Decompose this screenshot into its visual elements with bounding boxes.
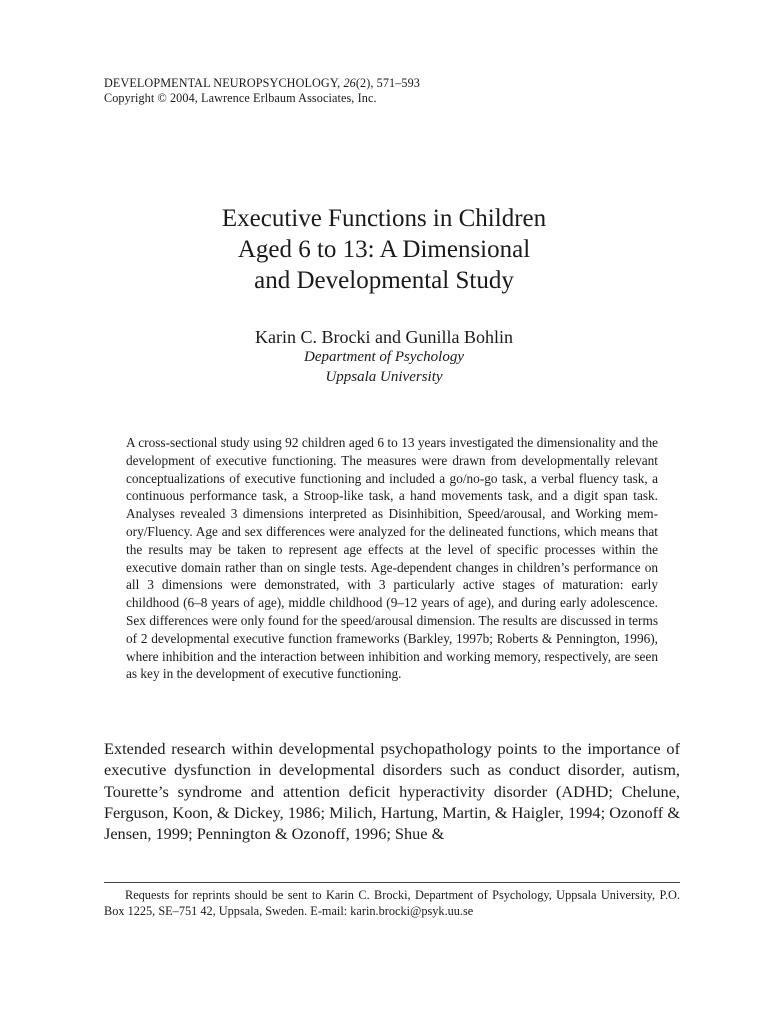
journal-copyright: Copyright © 2004, Lawrence Erlbaum Associates, Inc. [104, 91, 377, 105]
journal-name: DEVELOPMENTAL NEUROPSYCHOLOGY, [104, 76, 341, 90]
affiliation-university: Uppsala University [325, 369, 443, 385]
journal-volume: 26 [343, 76, 356, 90]
body-paragraph: Extended research within developmental psychopathology points to the importance of executive dysfunction in developmental disorders such as conduct disorder, autism, Tourette’s syndrome and attention deficit hyperactivity disorder (ADHD; Chelune, Ferguson, Koon, & Dickey, 1986; Milich, Hartung, Martin, & Haigler, 1994; Ozonoff & Jensen, 1999; Pennington & Ozonoff, 1996; Shue & [104, 739, 680, 844]
journal-header [104, 76, 664, 106]
article-authors: Karin C. Brocki and Gunilla Bohlin [255, 327, 513, 347]
footnote-reprints: Requests for reprints should be sent to Karin C. Brocki, Department of Psychology, Uppsala University, P.O. Box 1225, SE–751 42, Uppsala, Sweden. E-mail: karin.brocki@psyk.uu.se [104, 888, 680, 918]
affiliation-department: Department of Psychology [304, 349, 464, 365]
footnote-divider [104, 882, 680, 883]
journal-citation [104, 76, 664, 91]
article-title [104, 203, 664, 296]
title-line: Aged 6 to 13: A Dimensional [237, 236, 531, 263]
title-line: Executive Functions in Children [221, 205, 547, 232]
journal-issue-pages: (2), 571–593 [355, 76, 421, 90]
author-affiliation [104, 347, 664, 387]
title-line: and Developmental Study [254, 267, 514, 294]
abstract-text: A cross-sectional study using 92 children aged 6 to 13 years investigated the dimensionality and the development of executive functioning. The measures were drawn from developmentally relevant conceptualizations of executive functioning and included a go/no-go task, a verbal fluency task, a continuous performance task, a Stroop-like task, a hand movements task, and a digit span task. Analyses revealed 3 dimensions interpreted as Disinhibition, Speed/arousal, and Working memory/Fluency. Age and sex differences were analyzed for the delineated functions, which means that the results may be taken to represent age effects at the level of specific processes within the executive domain rather than on single tests. Age-dependent changes in children’s performance on all 3 dimensions were demonstrated, with 3 particularly active stages of maturation: early childhood (6–8 years of age), middle childhood (9–12 years of age), and during early adolescence. Sex differences were only found for the speed/arousal dimension. The results are discussed in terms of 2 developmental executive function frameworks (Barkley, 1997b; Roberts & Pennington, 1996), where inhibition and the interaction between inhibition and working memory, respectively, are seen as key in the development of executive functioning. [126, 435, 658, 682]
